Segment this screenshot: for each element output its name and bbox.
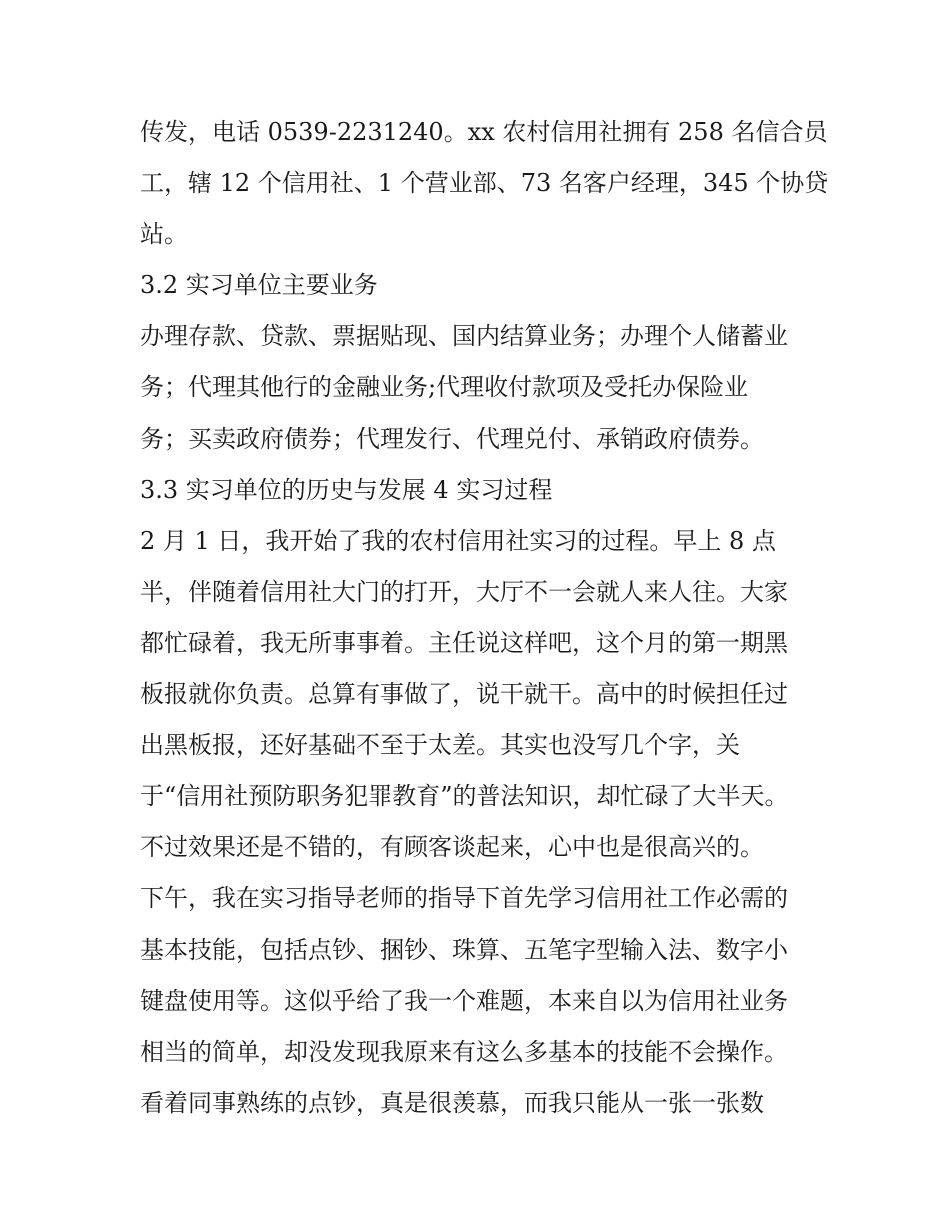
text-line: 站。 [140,220,188,249]
text-line: 半，伴随着信用社大门的打开，大厅不一会就人来人往。大家 [140,577,788,606]
text-line: 传发，电话 0539-2231240。xx 农村信用社拥有 258 名信合员 [140,118,828,146]
text-line: 不过效果还是不错的，有顾客谈起来，心中也是很高兴的。 [140,833,764,862]
section-heading: 3.3 实习单位的历史与发展 4 实习过程 [140,475,553,504]
text-line: 出黑板报，还好基础不至于太差。其实也没写几个字，关 [140,731,740,760]
text-line: 办理存款、贷款、票据贴现、国内结算业务；办理个人储蓄业 [140,322,788,351]
text-line: 板报就你负责。总算有事做了，说干就干。高中的时候担任过 [140,680,788,709]
text-line: 下午，我在实习指导老师的指导下首先学习信用社工作必需的 [140,884,788,913]
document-body [140,107,830,1129]
text-line: 工，辖 12 个信用社、1 个营业部、73 名客户经理，345 个协贷 [140,169,829,198]
text-line: 基本技能，包括点钞、捆钞、珠算、五笔字型输入法、数字小 [140,935,788,964]
text-line: 务；代理其他行的金融业务;代理收付款项及受托办保险业 [140,373,749,402]
text-line: 务；买卖政府债券；代理发行、代理兑付、承销政府债券。 [140,424,764,453]
text-line: 看着同事熟练的点钞，真是很羡慕，而我只能从一张一张数 [140,1088,764,1117]
text-line: 相当的简单，却没发现我原来有这么多基本的技能不会操作。 [140,1037,788,1066]
text-line: 2 月 1 日，我开始了我的农村信用社实习的过程。早上 8 点 [140,526,776,555]
text-line: 于“信用社预防职务犯罪教育”的普法知识，却忙碌了大半天。 [140,782,789,811]
text-line: 键盘使用等。这似乎给了我一个难题，本来自以为信用社业务 [140,986,788,1015]
section-heading: 3.2 实习单位主要业务 [140,271,378,300]
text-line: 都忙碌着，我无所事事着。主任说这样吧，这个月的第一期黑 [140,628,788,657]
